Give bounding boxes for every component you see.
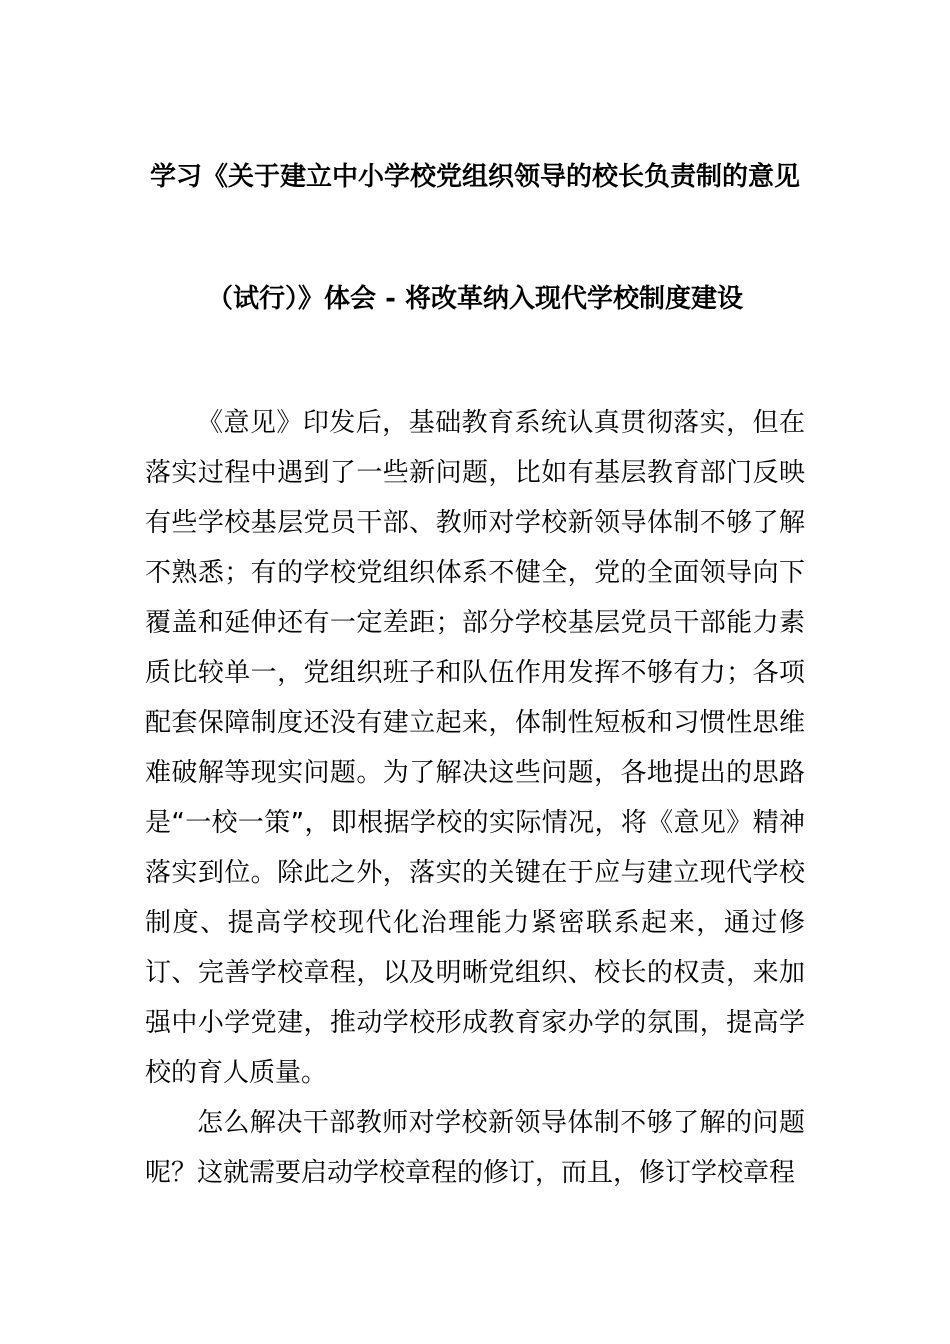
body-paragraph-1: 《意见》印发后，基础教育系统认真贯彻落实，但在落实过程中遇到了一些新问题，比如有基层教育部门反映有些学校基层党员干部、教师对学校新领导体制不够了解不熟悉；有的学校党组织体系不健全，党的全面领导向下覆盖和延伸还有一定差距；部分学校基层党员干部能力素质比较单一，党组织班子和队伍作用发挥不够有力；各项配套保障制度还没有建立起来，体制性短板和习惯性思维难破解等现实问题。为了解决这些问题，各地提出的思路是“一校一策”，即根据学校的实际情况，将《意见》精神落实到位。除此之外，落实的关键在于应与建立现代学校制度、提高学校现代化治理能力紧密联系起来，通过修订、完善学校章程，以及明晰党组织、校长的权责，来加强中小学党建，推动学校形成教育家办学的氛围，提高学校的育人质量。 <box>145 408 805 1088</box>
body-paragraph-2: 怎么解决干部教师对学校新领导体制不够了解的问题呢？这就需要启动学校章程的修订，而且，修订学校章程 <box>145 1108 805 1188</box>
document-title-line-1: 学习《关于建立中小学校党组织领导的校长负责制的意见 <box>149 162 800 192</box>
document-title-line-2: （试行）》体会 - 将改革纳入现代学校制度建设 <box>207 284 743 314</box>
document-body <box>145 398 805 1198</box>
